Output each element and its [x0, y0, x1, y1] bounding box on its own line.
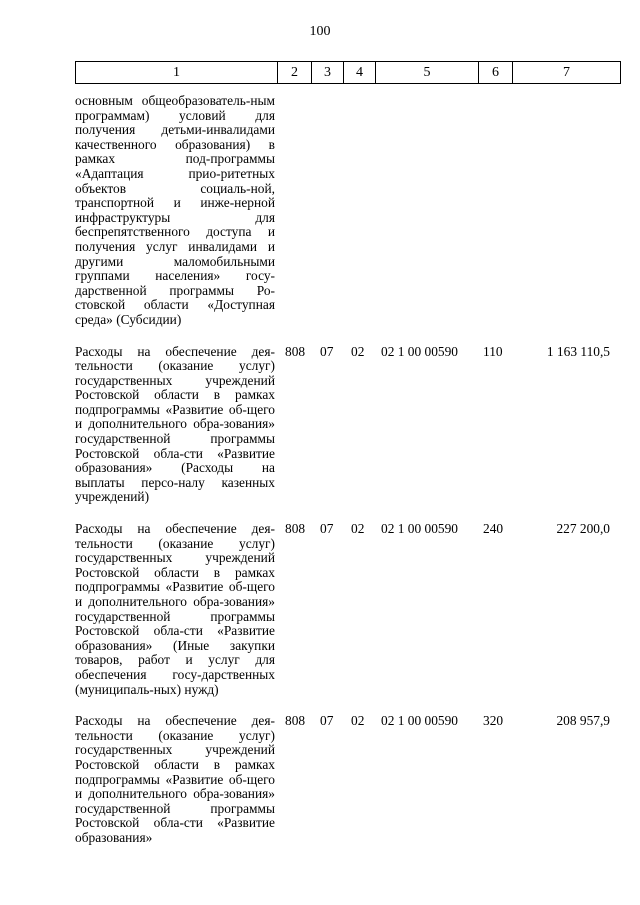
row-amount: 227 200,0: [556, 521, 610, 537]
column-header-7: 7: [513, 62, 621, 84]
column-header-2: 2: [278, 62, 312, 84]
row-amount: 208 957,9: [556, 713, 610, 729]
column-header-4: 4: [344, 62, 376, 84]
row-expense-type: 320: [483, 713, 504, 729]
row-subsection-code: 02: [351, 713, 365, 729]
table-row: [75, 522, 620, 697]
row-description: Расходы на обеспечение дея-тельности (оказание услуг) государственных учреждений Ростовской области в рамках подпрограммы «Развитие об-щего и дополнительного обра-зования» государственной программы Ростовской обла-сти «Развитие образования»: [75, 713, 275, 845]
column-header-1: 1: [76, 62, 278, 84]
row-section-code: 07: [320, 343, 334, 359]
row-expense-type: 110: [483, 343, 503, 359]
table-row: [75, 714, 620, 845]
column-header-row: [76, 62, 621, 84]
row-target-article: 02 1 00 00590: [381, 713, 458, 729]
row-subsection-code: 02: [351, 343, 365, 359]
row-description: основным общеобразователь-ным программам) условий для получения детьми-инвалидами качественного образования) в рамках под-программы «Адаптация прио-ритетных объектов социаль-ной, транспортной и инже-нерной инфраструктуры для беспрепятственного доступа и получения услуг инвалидами и другими маломобильными группами населения» госу-дарственной программы Ро-стовской области «Доступная среда» (Субсидии): [75, 93, 275, 327]
row-amount: 1 163 110,5: [546, 343, 610, 359]
column-header-6: 6: [479, 62, 513, 84]
row-subsection-code: 02: [351, 521, 365, 537]
row-target-article: 02 1 00 00590: [381, 343, 458, 359]
table-body: [75, 94, 620, 846]
table-row: [75, 345, 620, 506]
column-header-table: [75, 61, 621, 84]
row-ministry-code: 808: [285, 343, 306, 359]
column-header-3: 3: [312, 62, 344, 84]
row-section-code: 07: [320, 713, 334, 729]
column-header-5: 5: [376, 62, 479, 84]
row-ministry-code: 808: [285, 713, 306, 729]
row-description: Расходы на обеспечение дея-тельности (оказание услуг) государственных учреждений Ростовской области в рамках подпрограммы «Развитие об-щего и дополнительного обра-зования» государственной программы Ростовской обла-сти «Развитие образования» (Иные закупки товаров, работ и услуг для обеспечения госу-дарственных (муниципаль-ных) нужд): [75, 521, 275, 697]
page-number: 100: [309, 24, 331, 39]
row-expense-type: 240: [483, 521, 504, 537]
row-section-code: 07: [320, 521, 334, 537]
row-target-article: 02 1 00 00590: [381, 521, 458, 537]
row-ministry-code: 808: [285, 521, 306, 537]
row-description: Расходы на обеспечение дея-тельности (оказание услуг) государственных учреждений Ростовской области в рамках подпрограммы «Развитие об-щего и дополнительного обра-зования» государственной программы Ростовской обла-сти «Развитие образования» (Расходы на выплаты персо-налу казенных учреждений): [75, 343, 275, 505]
table-row: [75, 94, 620, 328]
